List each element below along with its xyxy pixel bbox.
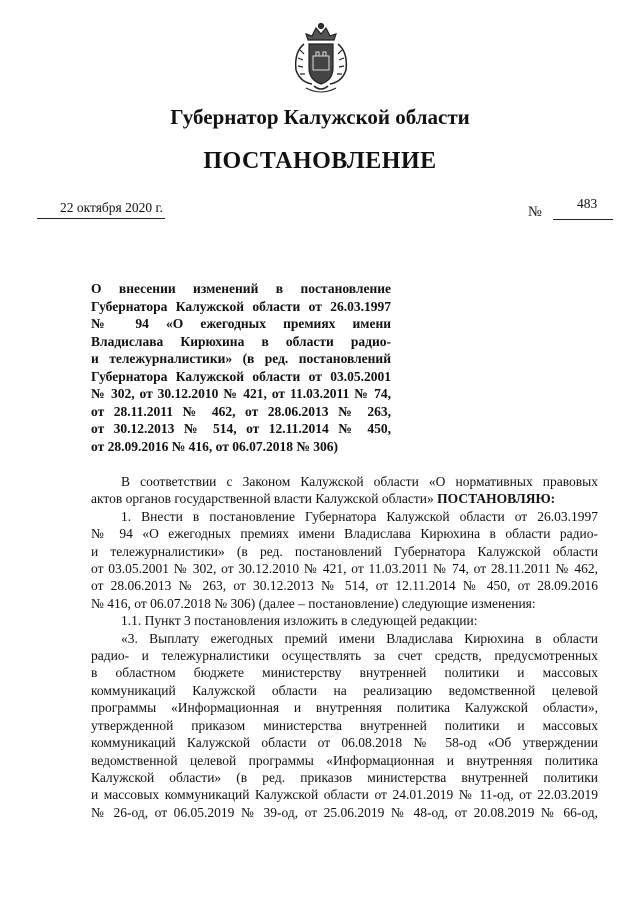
body-line: № 26-од, от 06.05.2019 № 39-од, от 25.06.2019 № 48-од, от 20.08.2019 № 66-од, (91, 804, 598, 820)
date-underline (37, 218, 165, 219)
body-line: и массовых коммуникаций Калужской области от 24.01.2019 № 11-од, от 22.03.2019 (91, 787, 598, 803)
body-line: и тележурналистики» (в ред. постановлений Губернатора Калужской области (91, 543, 598, 559)
body-line (91, 490, 598, 507)
body-line: № 94 «О ежегодных премиях имени Владислава Кирюхина в области радио- (91, 526, 598, 542)
subject-line: Губернатора Калужской области от 26.03.1997 (91, 298, 391, 314)
body-line: утвержденной приказом министерства внутренней политики и массовых (91, 717, 598, 733)
body-line: от 03.05.2001 № 302, от 30.12.2010 № 421, от 11.03.2011 № 74, от 28.11.2011 № 462, (91, 561, 598, 577)
body-line: Калужской области» (в ред. приказов министерства внутренней политики (91, 769, 598, 785)
subject-line: и тележурналистики» (в ред. постановлений (91, 351, 391, 366)
body-line: ведомственной целевой программы «Информационная и внутренняя политика (91, 752, 598, 768)
subject-line: Губернатора Калужской области от 03.05.2001 (91, 368, 391, 384)
document-type-title: ПОСТАНОВЛЕНИЕ (203, 148, 437, 174)
body-line: № 416, от 06.07.2018 № 306) (далее – постановление) следующие изменения: (91, 595, 536, 611)
subject-line: от 30.12.2013 № 514, от 12.11.2014 № 450, (91, 421, 391, 436)
body-line: в областном бюджете министерству внутренней политики и массовых (91, 665, 598, 681)
number-underline (553, 219, 613, 220)
body-line: от 28.06.2013 № 263, от 30.12.2013 № 514, от 12.11.2014 № 450, от 28.09.2016 (91, 578, 598, 594)
subject-line: Владислава Кирюхина в области радио- (91, 333, 391, 349)
decree-word: ПОСТАНОВЛЯЮ: (437, 491, 556, 507)
body-line: «3. Выплату ежегодных премий имени Владислава Кирюхина в области (121, 630, 598, 646)
body-line: коммуникаций Калужской области на реализацию ведомственной целевой (91, 682, 598, 698)
document-body (91, 473, 598, 821)
document-number: 483 (577, 196, 598, 211)
subject-line: от 28.09.2016 № 416, от 06.07.2018 № 306) (91, 438, 339, 454)
body-line: коммуникаций Калужской области от 06.08.2018 № 58-од «Об утверждении (91, 735, 598, 751)
subject-line: № 302, от 30.12.2010 № 421, от 11.03.2011 № 74, (91, 386, 391, 401)
subject-line: от 28.11.2011 № 462, от 28.06.2013 № 263, (91, 403, 391, 419)
body-line: 1.1. Пункт 3 постановления изложить в следующей редакции: (121, 613, 478, 629)
number-sign: № (528, 204, 542, 220)
body-line: В соответствии с Законом Калужской области «О нормативных правовых (121, 474, 598, 489)
document-subject (91, 280, 391, 455)
document-date: 22 октября 2020 г. (60, 200, 163, 215)
body-line: программы «Информационная и внутренняя политика Калужской области», (91, 700, 598, 716)
issuing-authority: Губернатор Калужской области (170, 105, 470, 129)
subject-line: О внесении изменений в постановление (91, 281, 391, 296)
preamble-text: актов органов государственной власти Калужской области» (91, 491, 434, 507)
subject-line: № 94 «О ежегодных премиях имени (91, 316, 391, 331)
coat-of-arms-emblem (290, 22, 352, 94)
body-line: радио- и тележурналистики осуществлять за счет средств, предусмотренных (91, 648, 598, 664)
body-line: 1. Внести в постановление Губернатора Калужской области от 26.03.1997 (121, 508, 598, 524)
